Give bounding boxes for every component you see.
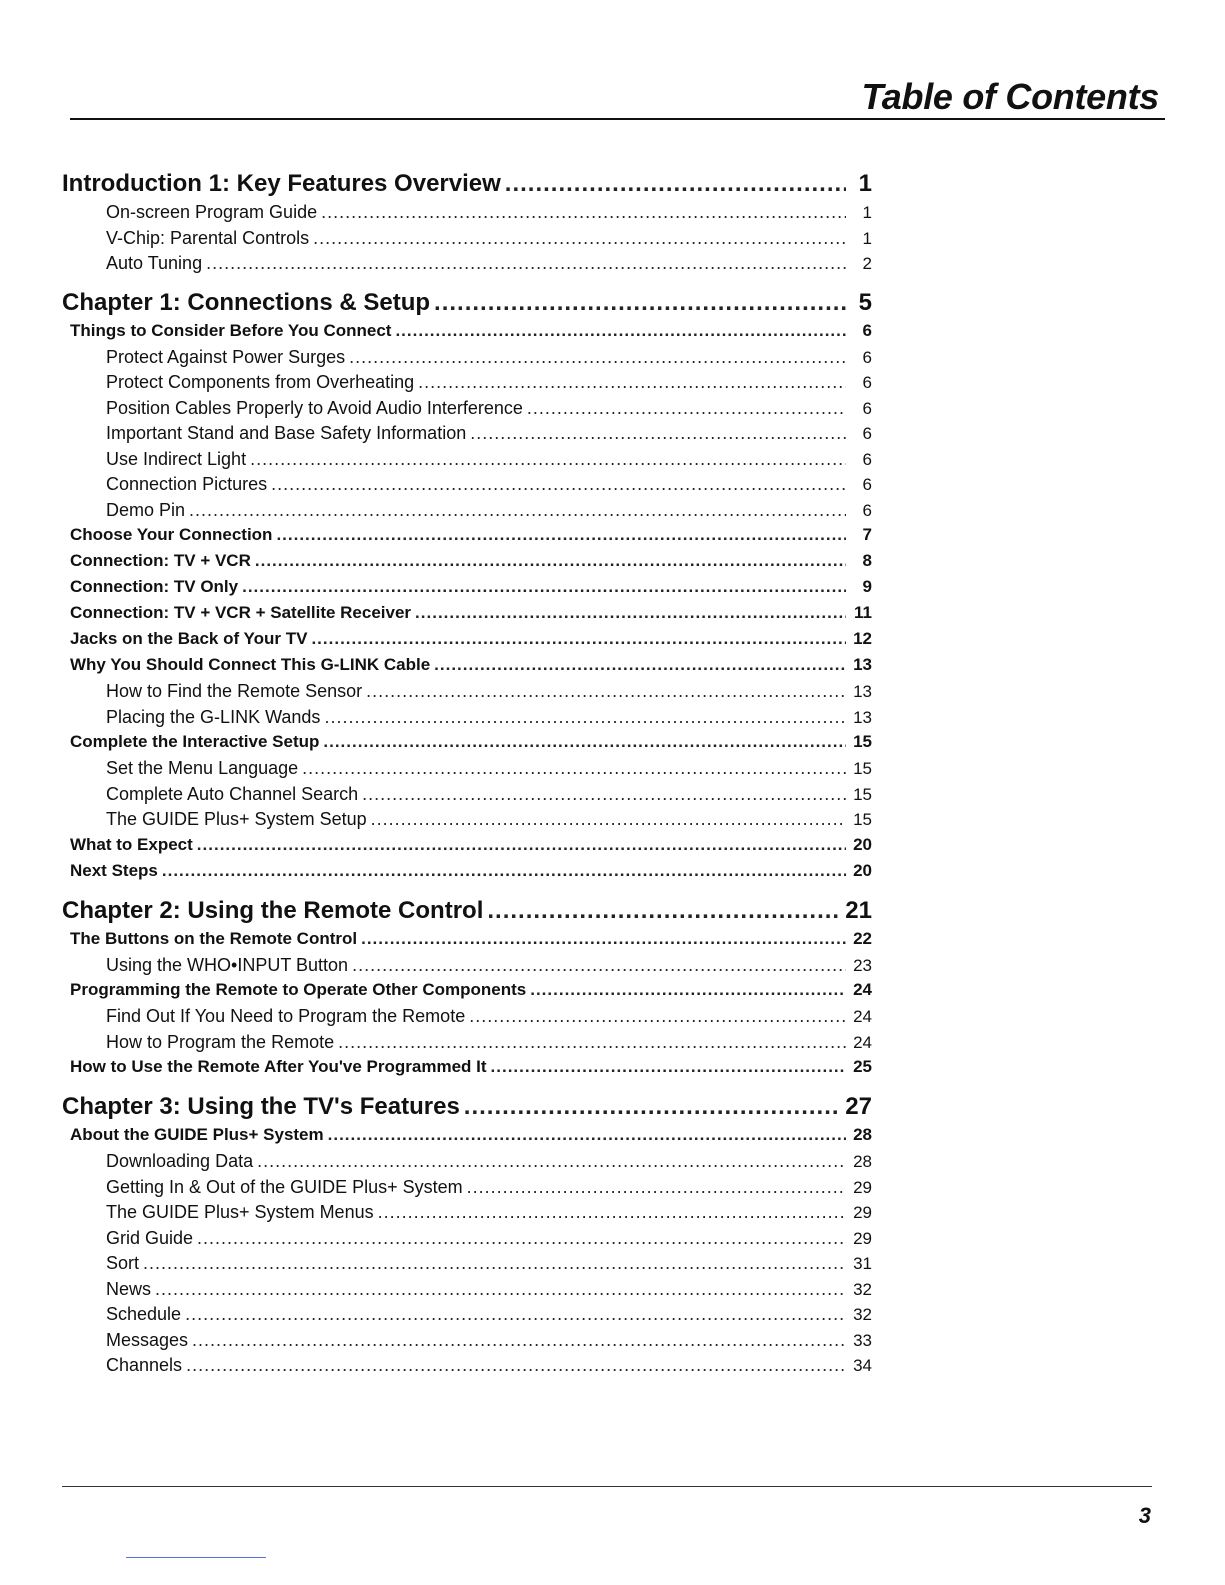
toc-entry-label: Demo Pin (106, 499, 186, 520)
toc-entry-label: Messages (106, 1329, 189, 1350)
dot-leader (338, 1032, 846, 1053)
dot-leader (464, 1093, 842, 1121)
toc-entry-page-number: 15 (853, 784, 872, 804)
toc-entry-page-number: 24 (853, 980, 872, 999)
dot-leader (155, 1279, 846, 1300)
toc-entry-page-number: 21 (845, 896, 872, 924)
toc-entry-page-number: 24 (853, 1007, 872, 1026)
toc-entry-label: The Buttons on the Remote Control (70, 928, 358, 948)
toc-item-entry[interactable] (62, 1228, 872, 1254)
toc-entry-page-number: 28 (853, 1125, 872, 1144)
toc-entry-page-number: 12 (853, 629, 872, 648)
toc-entry-label: Protect Components from Overheating (106, 372, 415, 392)
dot-leader (271, 474, 846, 495)
dot-leader (505, 170, 846, 198)
dot-leader (197, 835, 846, 855)
toc-entry-page-number: 29 (853, 1203, 872, 1222)
toc-entry-label: About the GUIDE Plus+ System (70, 1125, 324, 1144)
toc-item-entry[interactable] (62, 1006, 872, 1032)
toc-entry-page-number: 33 (853, 1330, 872, 1350)
toc-entry-label: Placing the G-LINK Wands (106, 706, 321, 727)
dot-leader (366, 681, 846, 702)
dot-leader (352, 955, 846, 976)
dot-leader (362, 784, 846, 805)
toc-item-entry[interactable] (62, 809, 872, 835)
toc-entry-page-number: 9 (862, 577, 872, 596)
dot-leader (434, 289, 846, 317)
dot-leader (470, 423, 846, 444)
toc-entry-page-number: 22 (853, 928, 872, 948)
toc-entry-label: Important Stand and Base Safety Information (106, 423, 467, 443)
dot-leader (185, 1304, 846, 1325)
toc-entry-page-number: 6 (862, 398, 872, 418)
page-title: Table of Contents (861, 76, 1159, 117)
toc-entry-page-number: 15 (853, 759, 872, 778)
toc-item-entry[interactable] (62, 202, 872, 228)
toc-entry-label: The GUIDE Plus+ System Setup (106, 809, 367, 829)
toc-entry-label: Use Indirect Light (106, 448, 247, 469)
toc-section-entry[interactable] (62, 861, 872, 887)
toc-entry-label: How to Program the Remote (106, 1031, 335, 1052)
toc-entry-page-number: 6 (862, 500, 872, 520)
toc-entry-page-number: 7 (862, 525, 872, 544)
toc-entry-label: News (106, 1278, 152, 1299)
toc-item-entry[interactable] (62, 449, 872, 475)
toc-entry-label: How to Use the Remote After You've Programmed It (70, 1057, 487, 1076)
toc-entry-page-number: 6 (862, 424, 872, 443)
toc-entry-label: Connection: TV + VCR + Satellite Receiver (70, 603, 412, 622)
toc-entry-label: Choose Your Connection (70, 525, 273, 544)
toc-section-entry[interactable] (62, 655, 872, 681)
toc-entry-page-number: 15 (853, 732, 872, 751)
toc-item-entry[interactable] (62, 1355, 872, 1381)
toc-section-entry[interactable] (62, 732, 872, 758)
toc-entry-label: How to Find the Remote Sensor (106, 681, 363, 701)
toc-entry-page-number: 1 (862, 203, 872, 222)
toc-entry-page-number: 23 (853, 955, 872, 975)
toc-section-entry[interactable] (62, 603, 872, 629)
toc-entry-page-number: 25 (853, 1057, 872, 1076)
toc-item-entry[interactable] (62, 372, 872, 398)
toc-entry-label: Why You Should Connect This G-LINK Cable (70, 655, 431, 674)
footer-rule (62, 1486, 1152, 1487)
toc-chapter-entry[interactable] (62, 170, 872, 202)
toc-entry-label: Connection: TV Only (70, 577, 239, 596)
page-number: 3 (1138, 1503, 1151, 1528)
toc-entry-label: What to Expect (70, 834, 193, 854)
dot-leader (323, 732, 846, 752)
toc-entry-page-number: 20 (853, 860, 872, 880)
header-rule (70, 118, 1165, 120)
toc-entry-page-number: 5 (858, 288, 872, 316)
toc-chapter-entry[interactable] (62, 289, 872, 321)
toc-entry-page-number: 20 (853, 834, 872, 854)
toc-entry-label: Channels (106, 1355, 183, 1375)
toc-entry-label: Jacks on the Back of Your TV (70, 629, 308, 648)
toc-entry-label: Things to Consider Before You Connect (70, 320, 392, 340)
toc-entry-label: Sort (106, 1253, 140, 1273)
dot-leader (206, 253, 846, 274)
toc-entry-label: Auto Tuning (106, 253, 203, 273)
toc-section-entry[interactable] (62, 629, 872, 655)
dot-leader (313, 228, 846, 249)
toc-item-entry[interactable] (62, 1330, 872, 1356)
toc-entry-page-number: 24 (853, 1032, 872, 1052)
toc-section-entry[interactable] (62, 929, 872, 955)
toc-entry-label: V-Chip: Parental Controls (106, 227, 310, 248)
toc-entry-label: Position Cables Properly to Avoid Audio Interference (106, 397, 523, 418)
toc-item-entry[interactable] (62, 1279, 872, 1305)
dot-leader (418, 372, 846, 393)
toc-entry-page-number: 1 (862, 228, 872, 248)
table-of-contents (62, 160, 872, 1381)
toc-entry-page-number: 29 (853, 1177, 872, 1197)
toc-section-entry[interactable] (62, 1125, 872, 1151)
dot-leader (197, 1228, 846, 1249)
toc-entry-label: Find Out If You Need to Program the Remote (106, 1006, 466, 1026)
toc-entry-page-number: 6 (862, 320, 872, 340)
toc-item-entry[interactable] (62, 253, 872, 279)
toc-entry-page-number: 13 (853, 707, 872, 727)
toc-item-entry[interactable] (62, 758, 872, 784)
toc-entry-label: Set the Menu Language (106, 758, 299, 778)
toc-entry-page-number: 6 (862, 475, 872, 494)
toc-item-entry[interactable] (62, 228, 872, 254)
toc-entry-page-number: 15 (853, 810, 872, 829)
toc-entry-page-number: 13 (853, 682, 872, 701)
toc-entry-page-number: 2 (862, 254, 872, 273)
toc-entry-label: Protect Against Power Surges (106, 346, 346, 367)
toc-entry-page-number: 32 (853, 1279, 872, 1299)
toc-entry-label: Chapter 3: Using the TV's Features (62, 1093, 460, 1120)
toc-entry-page-number: 27 (845, 1093, 872, 1120)
toc-section-entry[interactable] (62, 835, 872, 861)
toc-section-entry[interactable] (62, 577, 872, 603)
toc-item-entry[interactable] (62, 1253, 872, 1279)
toc-item-entry[interactable] (62, 784, 872, 810)
toc-item-entry[interactable] (62, 423, 872, 449)
toc-item-entry[interactable] (62, 707, 872, 733)
toc-section-entry[interactable] (62, 551, 872, 577)
toc-item-entry[interactable] (62, 1202, 872, 1228)
dot-leader (143, 1253, 846, 1274)
toc-item-entry[interactable] (62, 955, 872, 981)
toc-item-entry[interactable] (62, 1032, 872, 1058)
dot-leader (257, 1151, 846, 1172)
toc-item-entry[interactable] (62, 474, 872, 500)
dot-leader (311, 629, 846, 649)
dot-leader (189, 500, 846, 521)
toc-entry-label: Using the WHO•INPUT Button (106, 954, 349, 975)
dot-leader (324, 707, 846, 728)
toc-entry-page-number: 34 (853, 1356, 872, 1375)
toc-entry-page-number: 31 (853, 1254, 872, 1273)
toc-entry-label: Complete Auto Channel Search (106, 783, 359, 804)
dot-leader (349, 347, 846, 368)
toc-chapter-entry[interactable] (62, 897, 872, 929)
dot-leader (186, 1355, 846, 1376)
dot-leader (321, 202, 846, 223)
footer-underline (126, 1557, 266, 1558)
toc-entry-label: Connection: TV + VCR (70, 551, 251, 570)
toc-entry-page-number: 8 (862, 551, 872, 570)
toc-section-entry[interactable] (62, 525, 872, 551)
toc-entry-label: Chapter 1: Connections & Setup (62, 288, 431, 316)
dot-leader (250, 449, 846, 470)
toc-entry-page-number: 29 (853, 1228, 872, 1248)
toc-item-entry[interactable] (62, 1177, 872, 1203)
toc-entry-label: The GUIDE Plus+ System Menus (106, 1202, 374, 1222)
toc-entry-label: Schedule (106, 1304, 182, 1324)
toc-entry-label: On-screen Program Guide (106, 202, 318, 222)
dot-leader (415, 603, 846, 623)
dot-leader (467, 1177, 846, 1198)
dot-leader (242, 577, 846, 597)
toc-item-entry[interactable] (62, 1151, 872, 1177)
dot-leader (371, 809, 846, 830)
dot-leader (192, 1330, 846, 1351)
toc-entry-label: Programming the Remote to Operate Other Components (70, 980, 527, 999)
toc-item-entry[interactable] (62, 1304, 872, 1330)
toc-entry-label: Grid Guide (106, 1227, 194, 1248)
toc-section-entry[interactable] (62, 321, 872, 347)
toc-section-entry[interactable] (62, 1057, 872, 1083)
toc-item-entry[interactable] (62, 347, 872, 373)
toc-entry-page-number: 11 (854, 603, 872, 622)
toc-entry-page-number: 13 (853, 655, 872, 674)
dot-leader (162, 861, 846, 881)
dot-leader (328, 1125, 846, 1145)
toc-entry-page-number: 6 (862, 347, 872, 367)
dot-leader (361, 929, 846, 949)
toc-entry-label: Connection Pictures (106, 474, 268, 494)
toc-entry-page-number: 32 (853, 1305, 872, 1324)
dot-leader (487, 897, 841, 925)
toc-entry-page-number: 6 (862, 449, 872, 469)
dot-leader (255, 551, 846, 571)
toc-entry-label: Chapter 2: Using the Remote Control (62, 896, 484, 924)
toc-item-entry[interactable] (62, 398, 872, 424)
toc-entry-label: Next Steps (70, 860, 158, 880)
dot-leader (434, 655, 846, 675)
toc-entry-label: Downloading Data (106, 1151, 254, 1171)
dot-leader (491, 1057, 846, 1077)
toc-entry-label: Complete the Interactive Setup (70, 732, 320, 751)
dot-leader (276, 525, 846, 545)
toc-item-entry[interactable] (62, 681, 872, 707)
toc-entry-page-number: 6 (862, 373, 872, 392)
dot-leader (395, 321, 846, 341)
toc-item-entry[interactable] (62, 500, 872, 526)
toc-entry-page-number: 1 (858, 170, 872, 197)
dot-leader (527, 398, 846, 419)
toc-entry-page-number: 28 (853, 1152, 872, 1171)
toc-entry-label: Getting In & Out of the GUIDE Plus+ System (106, 1176, 463, 1197)
toc-section-entry[interactable] (62, 980, 872, 1006)
dot-leader (302, 758, 846, 779)
toc-entry-label: Introduction 1: Key Features Overview (62, 170, 501, 197)
dot-leader (530, 980, 846, 1000)
dot-leader (378, 1202, 846, 1223)
dot-leader (469, 1006, 846, 1027)
toc-chapter-entry[interactable] (62, 1093, 872, 1125)
